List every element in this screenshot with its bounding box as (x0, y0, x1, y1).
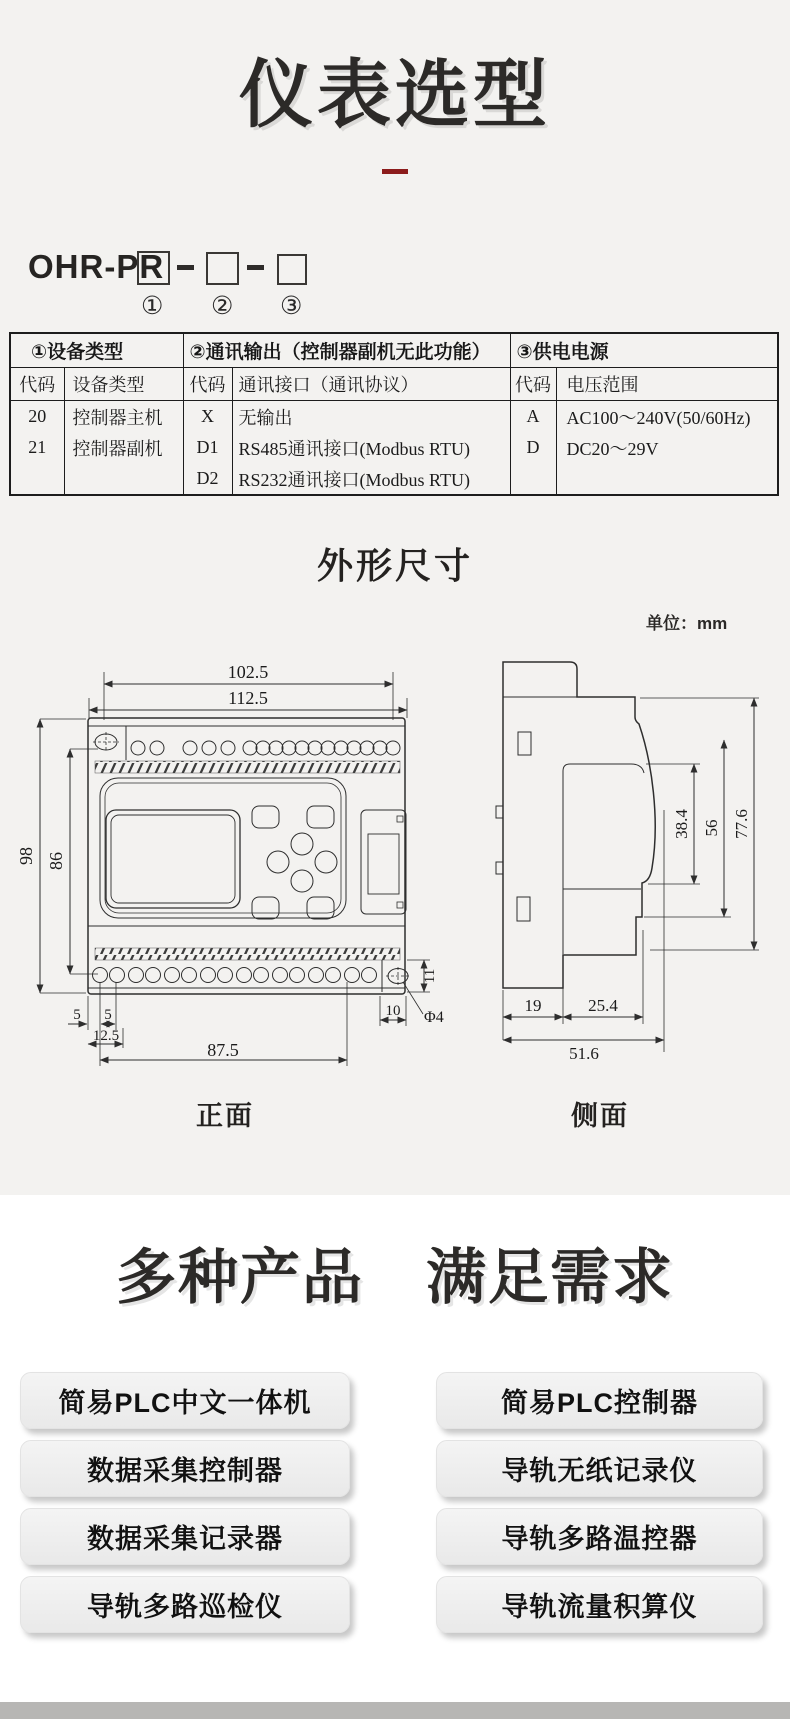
model-code-box-2 (206, 252, 239, 285)
table-row (10, 463, 778, 495)
group-power-supply: ③供电电源 (510, 333, 778, 368)
page-title: 仪表选型 (239, 53, 551, 136)
table-row (10, 401, 778, 433)
model-code-box-1 (137, 251, 170, 285)
front-bottom-terminals (93, 968, 377, 983)
dim-51-6: 51.6 (569, 1044, 599, 1063)
product-button-plc-controller[interactable]: 简易PLC控制器 (436, 1372, 763, 1429)
unit-label: 单位：mm (646, 614, 728, 633)
table-group-header-row (10, 333, 778, 368)
dim-11: 11 (422, 968, 438, 984)
front-view-drawing (10, 630, 455, 1075)
cell-code: 21 (10, 432, 64, 463)
dim-56: 56 (702, 819, 721, 837)
product-button-temp-controller[interactable]: 导轨多路温控器 (436, 1508, 763, 1565)
screen (106, 810, 240, 908)
products-heading: 多种产品 满足需求 (116, 1244, 674, 1311)
dim-12-5: 12.5 (92, 1028, 120, 1044)
product-button-multichannel-inspector[interactable]: 导轨多路巡检仪 (20, 1576, 350, 1633)
front-view-caption: 正面 (196, 1101, 254, 1131)
cell-code: A (510, 401, 556, 433)
cell-code: D1 (183, 432, 232, 463)
table-subheader-row (10, 368, 778, 401)
product-button-flow-totalizer[interactable]: 导轨流量积算仪 (436, 1576, 763, 1633)
product-button-plc-allinone[interactable]: 简易PLC中文一体机 (20, 1372, 350, 1429)
group-device-type: ①设备类型 (10, 333, 183, 368)
cell-device-type: 控制器副机 (64, 432, 183, 463)
dim-10: 10 (385, 1003, 401, 1019)
keypad (252, 806, 337, 919)
dim-87-5: 87.5 (207, 1040, 239, 1060)
cell-device-type (64, 463, 183, 495)
position-marker-3: ③ (280, 293, 303, 320)
group-comm-output: ②通讯输出（控制器副机无此功能） (183, 333, 510, 368)
cell-code: D2 (183, 463, 232, 495)
cell-comm-interface: RS485通讯接口(Modbus RTU) (232, 432, 510, 463)
dim-19: 19 (524, 996, 542, 1015)
dim-5a: 5 (73, 1007, 81, 1023)
model-prefix: OHR-PR (28, 248, 165, 285)
subheader-voltage-range: 电压范围 (556, 368, 778, 401)
dim-hole-dia: Φ4 (424, 1009, 444, 1026)
product-button-daq-recorder[interactable]: 数据采集记录器 (20, 1508, 350, 1565)
side-view-drawing (450, 640, 785, 1070)
cell-comm-interface: RS232通讯接口(Modbus RTU) (232, 463, 510, 495)
product-button-daq-controller[interactable]: 数据采集控制器 (20, 1440, 350, 1497)
title-accent-dash (382, 169, 408, 174)
front-top-terminals (131, 741, 400, 755)
dimensions-heading: 外形尺寸 (316, 545, 473, 586)
cell-device-type: 控制器主机 (64, 401, 183, 433)
side-view-caption: 侧面 (571, 1101, 629, 1131)
dim-25-4: 25.4 (588, 996, 618, 1015)
model-dash (177, 265, 194, 270)
cell-voltage (556, 463, 778, 495)
model-dash (247, 265, 264, 270)
dim-5b: 5 (104, 1007, 112, 1023)
cell-voltage: DC20～29V (556, 432, 778, 463)
selection-table (9, 332, 779, 496)
dim-86: 86 (46, 852, 66, 870)
position-marker-1: ① (141, 293, 164, 320)
product-button-paperless-recorder[interactable]: 导轨无纸记录仪 (436, 1440, 763, 1497)
dim-38-4: 38.4 (672, 809, 691, 839)
model-code-box-3 (277, 254, 307, 285)
cell-code: X (183, 401, 232, 433)
cell-comm-interface: 无输出 (232, 401, 510, 433)
subheader-code-3: 代码 (510, 368, 556, 401)
cell-code (510, 463, 556, 495)
footer-bar (0, 1702, 790, 1719)
cell-voltage: AC100～240V(50/60Hz) (556, 401, 778, 433)
position-marker-2: ② (211, 293, 234, 320)
connector (361, 810, 406, 914)
table-row (10, 432, 778, 463)
dim-77-6: 77.6 (732, 809, 751, 839)
dim-112-5: 112.5 (228, 688, 268, 708)
cell-code: 20 (10, 401, 64, 433)
subheader-device-type: 设备类型 (64, 368, 183, 401)
dim-102-5: 102.5 (227, 662, 269, 682)
subheader-code-1: 代码 (10, 368, 64, 401)
subheader-code-2: 代码 (183, 368, 232, 401)
cell-code (10, 463, 64, 495)
cell-code: D (510, 432, 556, 463)
subheader-comm-interface: 通讯接口（通讯协议） (232, 368, 510, 401)
dim-98: 98 (16, 847, 36, 865)
